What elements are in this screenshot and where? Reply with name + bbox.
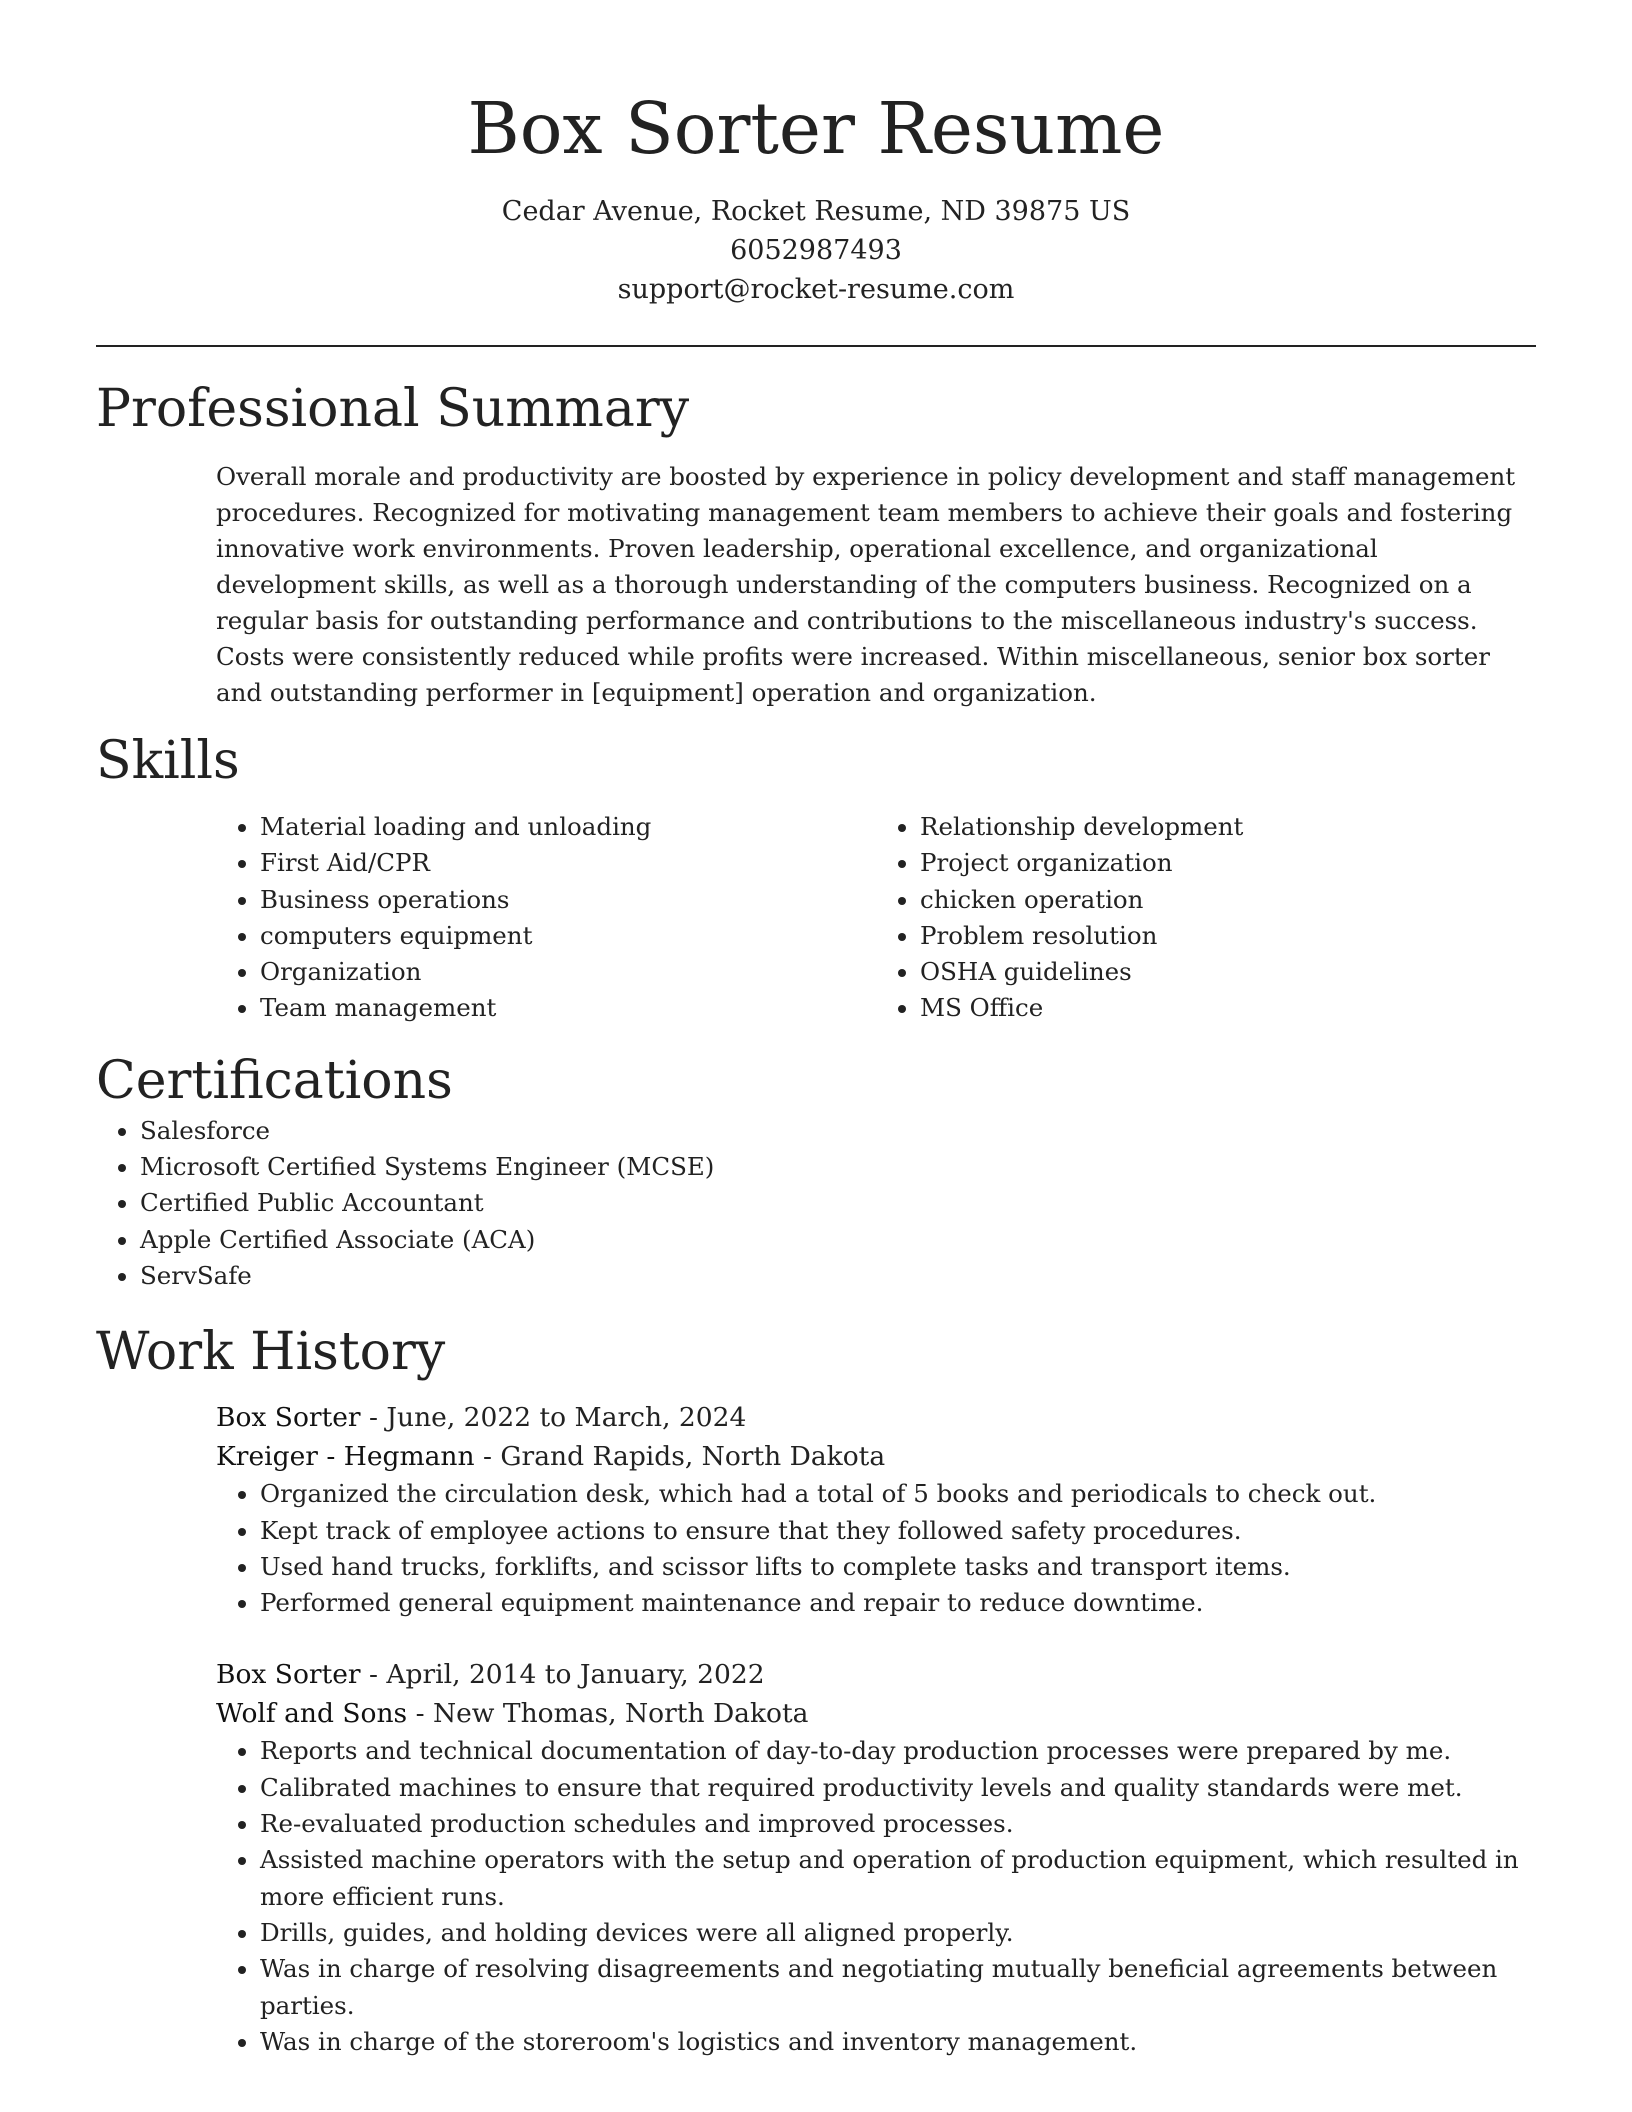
certifications-list xyxy=(96,1113,1536,1294)
job-duty-item: • Calibrated machines to ensure that required productivity levels and quality standards were met. xyxy=(260,1770,1536,1806)
resume-title: Box Sorter Resume xyxy=(467,87,1165,170)
skill-item: • chicken operation xyxy=(920,882,1536,918)
job-company-line xyxy=(216,1694,1536,1733)
skill-item: • First Aid/CPR xyxy=(260,845,876,881)
resume-header xyxy=(96,0,1536,309)
skills-left-list xyxy=(216,809,876,1027)
job-entry xyxy=(216,1398,1536,1621)
job-duty-item: • Organized the circulation desk, which had a total of 5 books and periodicals to check out. xyxy=(260,1476,1536,1512)
work-history-heading: Work History xyxy=(96,1322,446,1383)
certification-item: • Microsoft Certified Systems Engineer (MCSE) xyxy=(140,1149,1536,1185)
job-title-line xyxy=(216,1398,1536,1437)
skills-columns xyxy=(216,809,1536,1027)
certifications-heading: Certifications xyxy=(96,1050,453,1111)
job-duty-item: • Used hand trucks, forklifts, and scissor lifts to complete tasks and transport items. xyxy=(260,1549,1536,1585)
skill-item: • Material loading and unloading xyxy=(260,809,876,845)
job-company-line xyxy=(216,1437,1536,1476)
skills-heading: Skills xyxy=(96,731,240,791)
job-duty-item: • Drills, guides, and holding devices were all aligned properly. xyxy=(260,1915,1536,1951)
contact-address: Cedar Avenue, Rocket Resume, ND 39875 US xyxy=(501,196,1131,227)
job-location: - Grand Rapids, North Dakota xyxy=(474,1441,886,1473)
job-dates: - April, 2014 to January, 2022 xyxy=(360,1659,765,1691)
job-duties-list xyxy=(216,1476,1536,1621)
skills-section xyxy=(96,729,1536,1027)
skill-item: • Relationship development xyxy=(920,809,1536,845)
job-dates: - June, 2022 to March, 2024 xyxy=(360,1402,747,1434)
job-duty-item: • Assisted machine operators with the setup and operation of production equipment, which resulted in more efficient runs. xyxy=(260,1842,1536,1915)
summary-heading: Professional Summary xyxy=(96,379,690,439)
job-duty-item: • Re-evaluated production schedules and improved processes. xyxy=(260,1806,1536,1842)
job-entry xyxy=(216,1655,1536,2060)
skill-item: • Business operations xyxy=(260,882,876,918)
contact-phone: 6052987493 xyxy=(730,235,902,266)
header-divider xyxy=(96,345,1536,347)
job-duty-item: • Performed general equipment maintenance and repair to reduce downtime. xyxy=(260,1585,1536,1621)
job-title: Box Sorter xyxy=(216,1659,361,1691)
skill-item: • Team management xyxy=(260,990,876,1026)
job-duties-list xyxy=(216,1733,1536,2060)
job-company: Kreiger - Hegmann xyxy=(216,1441,475,1473)
contact-info xyxy=(96,192,1536,309)
job-company: Wolf and Sons xyxy=(216,1698,408,1730)
job-title-line xyxy=(216,1655,1536,1694)
job-duty-item: • Was in charge of resolving disagreements and negotiating mutually beneficial agreements between parties. xyxy=(260,1951,1536,2024)
skill-item: • Problem resolution xyxy=(920,918,1536,954)
certifications-section xyxy=(96,1049,1536,1294)
job-duty-item: • Was in charge of the storeroom's logistics and inventory management. xyxy=(260,2024,1536,2060)
summary-text: Overall morale and productivity are boosted by experience in policy development and staff management procedures. Recognized for motivating management team members to achieve their goals and fostering innovative work environments. Proven leadership, operational excellence, and organizational development skills, as well as a thorough understanding of the computers business. Recognized on a regular basis for outstanding performance and contributions to the miscellaneous industry's success. Costs were consistently reduced while profits were increased. Within miscellaneous, senior box sorter and outstanding performer in [equipment] operation and organization. xyxy=(216,462,1516,707)
work-history-section xyxy=(96,1320,1536,2060)
job-title: Box Sorter xyxy=(216,1402,361,1434)
contact-email: support@rocket-resume.com xyxy=(617,274,1015,305)
summary-section xyxy=(96,377,1536,711)
skill-item: • OSHA guidelines xyxy=(920,954,1536,990)
certification-item: • Certified Public Accountant xyxy=(140,1185,1536,1221)
certification-item: • ServSafe xyxy=(140,1258,1536,1294)
job-duty-item: • Kept track of employee actions to ensure that they followed safety procedures. xyxy=(260,1513,1536,1549)
job-duty-item: • Reports and technical documentation of day-to-day production processes were prepared by me. xyxy=(260,1733,1536,1769)
job-location: - New Thomas, North Dakota xyxy=(407,1698,809,1730)
skill-item: • Project organization xyxy=(920,845,1536,881)
skill-item: • Organization xyxy=(260,954,876,990)
certification-item: • Apple Certified Associate (ACA) xyxy=(140,1222,1536,1258)
skill-item: • MS Office xyxy=(920,990,1536,1026)
skills-right-list xyxy=(876,809,1536,1027)
certification-item: • Salesforce xyxy=(140,1113,1536,1149)
skill-item: • computers equipment xyxy=(260,918,876,954)
